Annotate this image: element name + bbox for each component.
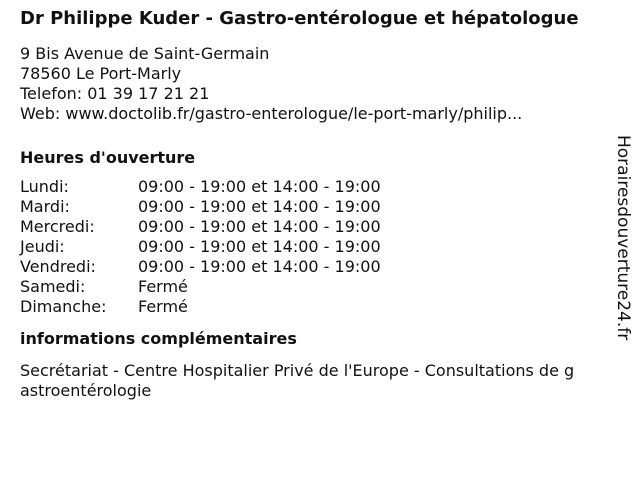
city-address: 78560 Le Port-Marly bbox=[20, 64, 182, 83]
hours-row-thursday bbox=[20, 237, 610, 257]
day-label: Mercredi: bbox=[20, 217, 95, 236]
street-address: 9 Bis Avenue de Saint-Germain bbox=[20, 44, 270, 63]
opening-hours-table bbox=[20, 177, 610, 317]
day-label: Lundi: bbox=[20, 177, 69, 196]
hours-row-tuesday bbox=[20, 197, 610, 217]
day-label: Jeudi: bbox=[20, 237, 65, 256]
phone-number[interactable]: Telefon: 01 39 17 21 21 bbox=[20, 84, 210, 103]
site-watermark: Horairesdouverture24.fr bbox=[613, 135, 633, 341]
hours-row-saturday bbox=[20, 277, 610, 297]
listing-card bbox=[20, 8, 610, 401]
day-label: Vendredi: bbox=[20, 257, 96, 276]
hours-value: Fermé bbox=[138, 277, 188, 296]
hours-value: Fermé bbox=[138, 297, 188, 316]
additional-info-text: Secrétariat - Centre Hospitalier Privé de l'Europe - Consultations de gastroentérologie bbox=[20, 361, 575, 400]
hours-value: 09:00 - 19:00 et 14:00 - 19:00 bbox=[138, 237, 381, 256]
day-label: Dimanche: bbox=[20, 297, 107, 316]
contact-block bbox=[20, 44, 610, 124]
day-label: Mardi: bbox=[20, 197, 70, 216]
hours-value: 09:00 - 19:00 et 14:00 - 19:00 bbox=[138, 257, 381, 276]
hours-row-monday bbox=[20, 177, 610, 197]
hours-value: 09:00 - 19:00 et 14:00 - 19:00 bbox=[138, 197, 381, 216]
hours-row-friday bbox=[20, 257, 610, 277]
hours-value: 09:00 - 19:00 et 14:00 - 19:00 bbox=[138, 217, 381, 236]
hours-row-wednesday bbox=[20, 217, 610, 237]
page-title: Dr Philippe Kuder - Gastro-entérologue et hépatologue bbox=[20, 8, 579, 29]
opening-hours-heading: Heures d'ouverture bbox=[20, 148, 196, 167]
hours-value: 09:00 - 19:00 et 14:00 - 19:00 bbox=[138, 177, 381, 196]
day-label: Samedi: bbox=[20, 277, 86, 296]
website-link[interactable]: Web: www.doctolib.fr/gastro-enterologue/le-port-marly/philip... bbox=[20, 104, 523, 123]
hours-row-sunday bbox=[20, 297, 610, 317]
additional-info-heading: informations complémentaires bbox=[20, 329, 297, 348]
